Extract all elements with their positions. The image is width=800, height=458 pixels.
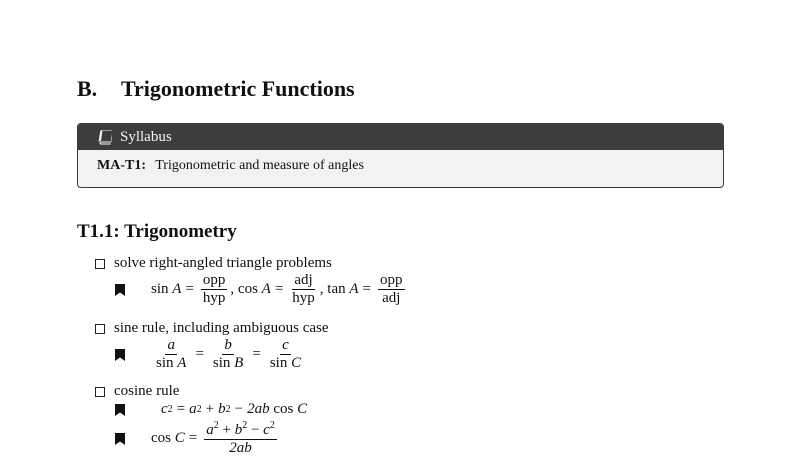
formula-row <box>115 337 306 373</box>
cosine-rearranged-formula: cos C = $\frac{a^2 + b^2 - c^2}{2ab}$ <box>151 420 275 457</box>
section-title-text: Trigonometric Functions <box>121 76 355 101</box>
item-label: solve right-angled triangle problems <box>114 255 332 271</box>
syllabus-box <box>77 123 724 188</box>
section-title <box>77 76 355 102</box>
bookmark-icon <box>115 349 125 361</box>
item-label: sine rule, including ambiguous case <box>114 320 329 336</box>
syllabus-code: MA-T1: <box>97 158 146 173</box>
book-icon <box>98 130 112 145</box>
fraction: $\frac{a^2 + b^2 - c^2}{2ab}$ <box>206 420 275 457</box>
list-item <box>95 320 329 337</box>
section-number: B. <box>77 76 98 101</box>
syllabus-label: Syllabus <box>120 128 172 145</box>
subsection-number: T1.1: <box>77 221 120 242</box>
formula-row <box>115 401 307 418</box>
checkbox[interactable] <box>95 387 105 397</box>
item-label: cosine rule <box>114 383 180 399</box>
fraction: $\frac{a}{\text{sin A}}$ <box>156 337 187 372</box>
trig-ratios-formula: sin A = $\frac{\text{opp}}{\text{hyp}}$ , cos A = $\frac{\text{adj}}{\text{hyp}}$ , tan A = $\frac{\text{opp}}{\text{adj}}$ <box>151 272 403 307</box>
fraction: $\frac{\text{opp}}{\text{hyp}}$ <box>202 272 226 307</box>
checkbox[interactable] <box>95 259 105 269</box>
list-item <box>95 255 332 272</box>
fraction: $\frac{b}{\text{sin B}}$ <box>212 337 244 372</box>
syllabus-header <box>78 124 723 150</box>
checkbox[interactable] <box>95 324 105 334</box>
bookmark-icon <box>115 284 125 296</box>
subsection-title <box>77 221 237 243</box>
fraction: $\frac{\text{opp}}{\text{adj}}$ <box>380 272 403 307</box>
syllabus-description: Trigonometric and measure of angles <box>155 158 364 173</box>
fraction: $\frac{c}{\text{sin C}}$ <box>269 337 302 372</box>
sine-rule-formula: $\frac{a}{\text{sin A}}$ = $\frac{b}{\text{sin B}}$ = $\frac{c}{\text{sin C}}$ <box>156 337 302 372</box>
cosine-rule-formula: c 2 = a 2 + b 2 − 2ab cos C <box>161 401 308 417</box>
bookmark-icon <box>115 404 125 416</box>
syllabus-body <box>78 150 723 174</box>
bookmark-icon <box>115 433 125 445</box>
fraction: $\frac{\text{adj}}{\text{hyp}}$ <box>292 272 315 307</box>
subsection-title-text: Trigonometry <box>124 221 237 242</box>
list-item <box>95 383 179 400</box>
formula-row <box>115 272 408 308</box>
formula-row <box>115 420 280 458</box>
